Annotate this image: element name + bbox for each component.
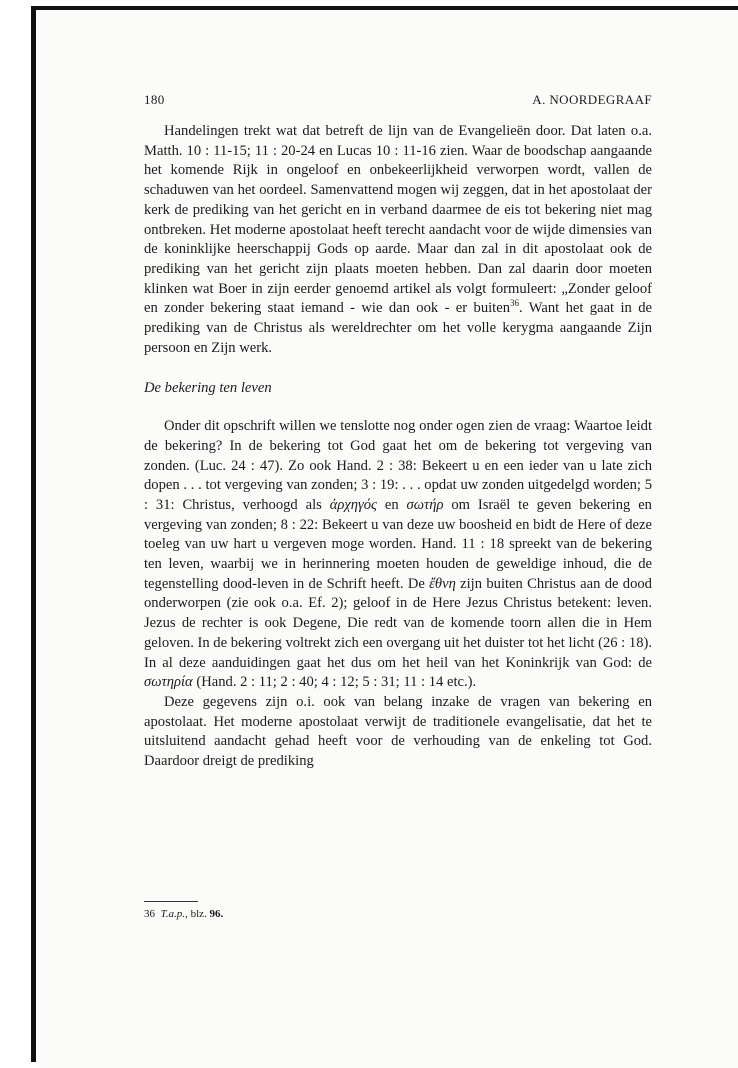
paragraph-2-text-e: (Hand. 2 : 11; 2 : 40; 4 : 12; 5 : 31; 11 : 14 etc.). [196, 674, 477, 691]
section-heading: De bekering ten leven [144, 380, 272, 397]
footnote-rule [144, 901, 198, 902]
footnote-page: 96. [209, 908, 224, 920]
paragraph-2-text-b: en [384, 496, 399, 513]
paragraph-2-text-d: zijn buiten Christus aan de dood onderworpen (zie ook o.a. Ef. 2); geloof in de Here Jezus Christus betekent: leven. Jezus de rechter is ook Degene, Die redt van de komende toorn allen die in Hem geloven. In de bekering voltrekt zich een overgang uit het duister tot het licht (26 : 18). In al deze aanduidingen gaat het dus om het heil van het Koninkrijk van God: de [144, 575, 652, 671]
paragraph-3: Deze gegevens zijn o.i. ook van belang inzake de vragen van bekering en apostolaat. Het moderne apostolaat verwijt de traditionele evangelisatie, dat het te uitsluitend aandacht gehad heeft voor de verhouding van de enkeling tot God. Daardoor dreigt de prediking [144, 693, 652, 770]
greek-term-soter: σωτήρ [406, 496, 444, 513]
footnote-reference: 36 [510, 298, 520, 309]
body-text [144, 122, 652, 772]
greek-term-archegos: ἀρχηγός [329, 496, 377, 513]
footnote [144, 908, 223, 920]
running-head [144, 92, 652, 112]
greek-term-ethne: ἔθνη [429, 575, 456, 592]
footnote-number: 36 [144, 908, 155, 920]
greek-term-soteria: σωτηρία [144, 674, 193, 691]
paragraph-1-text-a: Handelingen trekt wat dat betreft de lijn van de Evangelieën door. Dat laten o.a. Matth. 10 : 11-15; 11 : 20-24 en Lucas 10 : 11-16 zien. Waar de boodschap aangaande het komende Rijk in ongeloof en onbekeerlijkheid verworpen wordt, vallen de schaduwen van het oordeel. Samenvattend mogen wij zeggen, dat in het apostolaat der kerk de prediking van het gericht en in verband daarmee de eis tot bekering niet mag ontbreken. Het moderne apostolaat heeft terecht aandacht voor de wijde dimensies van de koninklijke heerschappij Gods op aarde. Maar dan zal in dit apostolaat ook de prediking van het gericht zijn plaats moeten hebben. Dan zal daarin door moeten klinken wat Boer in zijn eerder genoemd artikel als volgt formuleert: „Zonder geloof en zonder bekering staat iemand - wie dan ook - er buiten [144, 123, 652, 317]
paragraph-2-text-c: om Israël te geven bekering en vergeving van zonden; 8 : 22: Bekeert u van deze uw boosheid en bidt de Here of deze toeleg van uw hart u vergeven moge worden. Hand. 11 : 18 spreekt van de bekering ten leven, waarbij we in herinnering moeten houden de geweldige inhoud, die de tegenstelling dood-leven in de Schrift heeft. De [144, 496, 652, 592]
author-name: A. NOORDEGRAAF [532, 92, 652, 107]
footnote-label: blz. [190, 908, 207, 920]
footnote-source: T.a.p., [160, 908, 188, 920]
paragraph-2-text-a: Onder dit opschrift willen we tenslotte nog onder ogen zien de vraag: Waartoe leidt de bekering? In de bekering tot God gaat het om de bekering tot vergeving van zonden. (Luc. 24 : 47). Zo ook Hand. 2 : 38: Bekeert u en een ieder van u late zich dopen . . . tot vergeving van zonden; 3 : 19: . . . opdat uw zonden uitgedelgd worden; 5 : 31: Christus, verhoogd als [144, 418, 652, 513]
paragraph-1-text-b: . Want het gaat in de prediking van de Christus als wereldrechter om het volle kerygma aangaande Zijn persoon en Zijn werk. [144, 300, 653, 356]
page-number: 180 [144, 92, 165, 107]
paragraph-1 [144, 122, 652, 358]
paragraph-2 [144, 417, 652, 693]
